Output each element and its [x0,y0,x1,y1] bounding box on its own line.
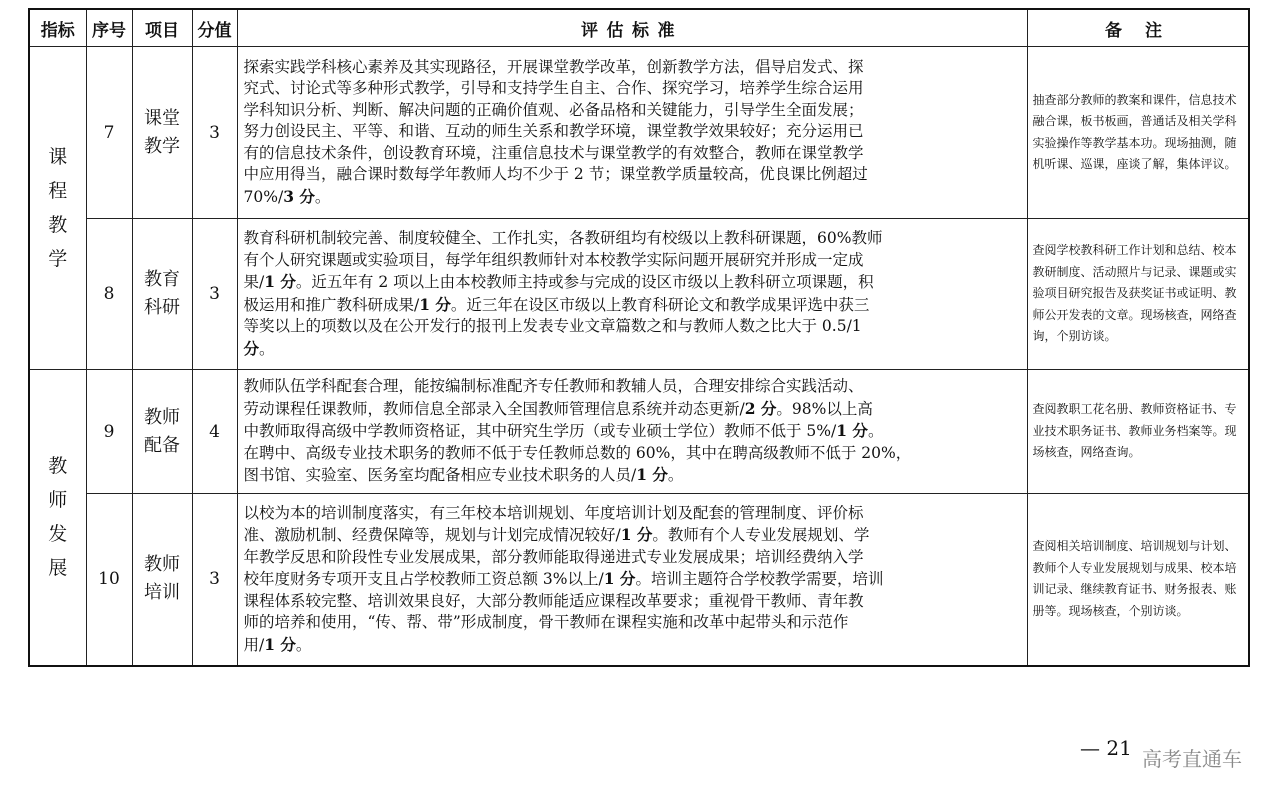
item-line: 配备 [144,434,180,456]
indicator-teacher-development [29,370,86,666]
table-row [29,370,1249,494]
row-remark: 查阅教职工花名册、教师资格证书、专业技术职务证书、教师业务档案等。现场核查，网络查询。 [1027,370,1249,494]
row-item [132,219,192,370]
row-number: 8 [86,219,132,370]
item-line: 课堂 [144,107,180,129]
row-standard: 探索实践学科核心素养及其实现路径，开展课堂教学改革，创新教学方法，倡导启发式、探 究式、讨论式等多种形式教学，引导和支持学生自主、合作、探究学习，培养学生综合运用 学科知识分析、判断、解决问题的正确价值观、必备品格和关键能力，引导学生全面发展； 努力创设民主、平等、和谐、互动的师生关系和教学环境，课堂教学效果较好；充分运用已 有的信息技术条件，创设教育环境，注重信息技术与课堂教学的有效整合，教师在课堂教学 中应用得当，融合课时数每学年教师人均不少于 2 节；课堂教学质量较高，优良课比例超过 70%/3 分。 [237,47,1027,219]
row-item [132,47,192,219]
row-standard: 以校为本的培训制度落实，有三年校本培训规划、年度培训计划及配套的管理制度、评价标 准、激励机制、经费保障等，规划与计划完成情况较好/1 分。教师有个人专业发展规划、学 年教学反思和阶段性专业发展成果，部分教师能取得递进式专业发展成果；培训经费纳入学 校年度财务专项开支且占学校教师工资总额 3%以上/1 分。培训主题符合学校教学需要，培训 课程体系较完整、培训效果良好，大部分教师能适应课程改革要求；重视骨干教师、青年教 师的培养和使用，“传、帮、带”形成制度，骨干教师在课程实施和改革中起带头和示范作 用/1 分。 [237,494,1027,666]
indicator-char: 学 [48,247,68,270]
item-line: 教学 [144,135,180,157]
table-row [29,47,1249,219]
header-remark: 备 注 [1027,9,1249,47]
item-line: 科研 [144,297,180,318]
row-number: 9 [86,370,132,494]
row-score: 3 [192,494,237,666]
row-standard: 教育科研机制较完善、制度较健全、工作扎实，各教研组均有校级以上教科研课题，60%教师 有个人研究课题或实验项目，每学年组织教师针对本校教学实际问题开展研究并形成一定成 果/1 分。近五年有 2 项以上由本校教师主持或参与完成的设区市级以上教科研立项课题，积 极运用和推广教科研成果/1 分。近三年在设区市级以上教育科研论文和教学成果评选中获三 等奖以上的项数以及在公开发行的报刊上发表专业文章篇数之和与教师人数之比大于 0.5/1 分。 [237,219,1027,370]
header-number: 序号 [86,9,132,47]
evaluation-table [28,8,1250,667]
indicator-course-teaching [29,47,86,370]
row-score: 3 [192,219,237,370]
header-indicator: 指标 [29,9,86,47]
header-item: 项目 [132,9,192,47]
row-remark: 抽查部分教师的教案和课件，信息技术融合课，板书板画，普通话及相关学科实验操作等教学基本功。现场抽测，随机听课、巡课，座谈了解，集体评议。 [1027,47,1249,219]
indicator-char: 教 [48,454,68,477]
item-line: 教师 [144,406,180,428]
item-line: 教师 [144,554,180,576]
table-row [29,494,1249,666]
row-remark: 查阅学校教科研工作计划和总结、校本教研制度、活动照片与记录、课题或实验项目研究报告及获奖证书或证明、教师公开发表的文章。现场核查，网络查询，个别访谈。 [1027,219,1249,370]
row-standard: 教师队伍学科配套合理，能按编制标准配齐专任教师和教辅人员，合理安排综合实践活动、 劳动课程任课教师，教师信息全部录入全国教师管理信息系统并动态更新/2 分。98%以上高 中教师取得高级中学教师资格证，其中研究生学历（或专业硕士学位）教师不低于 5%/1 分。 在聘中、高级专业技术职务的教师不低于专任教师总数的 60%，其中在聘高级教师不低于 20%， 图书馆、实验室、医务室均配备相应专业技术职务的人员/1 分。 [237,370,1027,494]
row-number: 7 [86,47,132,219]
table-row [29,219,1249,370]
header-score: 分值 [192,9,237,47]
indicator-char: 课 [48,145,68,168]
row-score: 4 [192,370,237,494]
indicator-char: 展 [48,556,68,579]
page-number: — 21 [1080,736,1132,760]
row-item [132,494,192,666]
row-remark: 查阅相关培训制度、培训规划与计划、教师个人专业发展规划与成果、校本培训记录、继续教育证书、财务报表、账册等。现场核查，个别访谈。 [1027,494,1249,666]
row-item [132,370,192,494]
indicator-char: 教 [48,213,68,236]
row-score: 3 [192,47,237,219]
indicator-char: 师 [48,488,68,511]
row-number: 10 [86,494,132,666]
item-line: 培训 [144,582,180,604]
header-standard: 评估标准 [237,9,1027,47]
indicator-char: 程 [48,179,68,202]
header-row [29,9,1249,47]
item-line: 教育 [144,269,180,290]
indicator-char: 发 [48,522,68,545]
watermark: 高考直通车 [1142,747,1242,771]
